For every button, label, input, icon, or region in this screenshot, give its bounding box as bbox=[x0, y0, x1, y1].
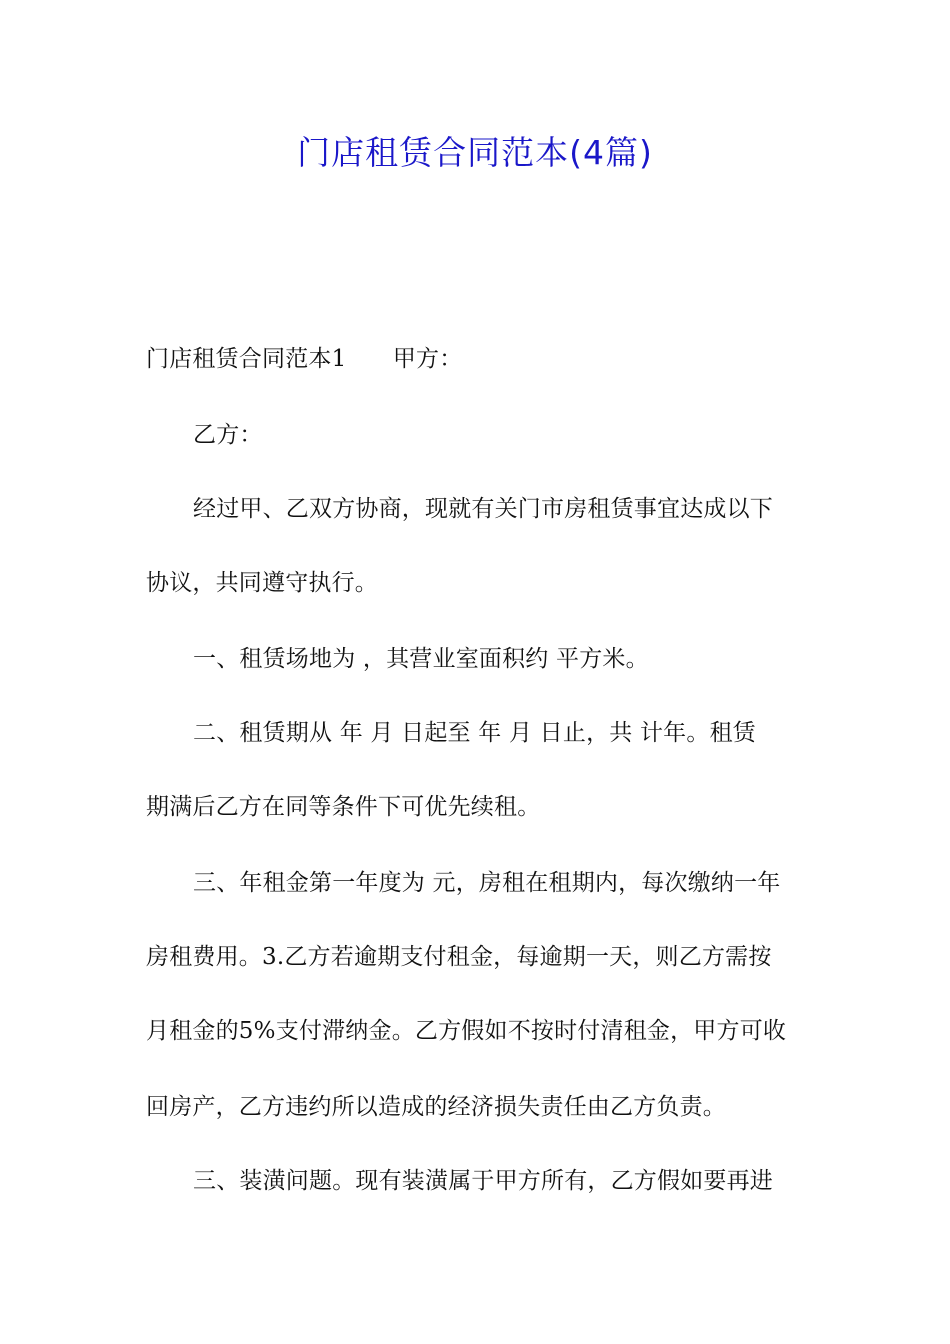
paragraph-line: 房租费用。3.乙方若逾期支付租金，每逾期一天，则乙方需按 bbox=[146, 944, 772, 970]
paragraph-line: 期满后乙方在同等条件下可优先续租。 bbox=[146, 794, 541, 820]
paragraph-line: 协议，共同遵守执行。 bbox=[146, 570, 378, 596]
clause-line: 二、租赁期从 年 月 日起至 年 月 日止，共 计年。租赁 bbox=[193, 720, 756, 746]
document-title: 门店租赁合同范本(4篇) bbox=[297, 133, 653, 172]
clause-line: 一、租赁场地为 ，其营业室面积约 平方米。 bbox=[193, 646, 649, 672]
paragraph-line: 月租金的5%支付滞纳金。乙方假如不按时付清租金，甲方可收 bbox=[146, 1018, 787, 1044]
clause-line: 三、装潢问题。现有装潢属于甲方所有，乙方假如要再进 bbox=[193, 1168, 773, 1194]
party-b-line: 乙方： bbox=[193, 422, 263, 448]
clause-line: 三、年租金第一年度为 元，房租在租期内，每次缴纳一年 bbox=[193, 870, 781, 896]
contract-heading-line: 门店租赁合同范本1 甲方： bbox=[146, 346, 463, 372]
paragraph-line: 经过甲、乙双方协商，现就有关门市房租赁事宜达成以下 bbox=[193, 496, 773, 522]
paragraph-line: 回房产，乙方违约所以造成的经济损失责任由乙方负责。 bbox=[146, 1094, 726, 1120]
